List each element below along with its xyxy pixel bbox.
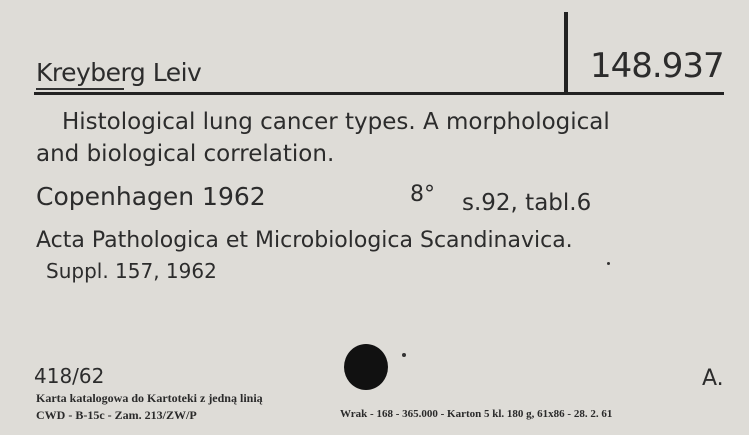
- footer-print-info-left: CWD - B-15c - Zam. 213/ZW/P: [36, 408, 197, 422]
- supplement: Suppl. 157, 1962: [46, 259, 217, 283]
- footer-print-info-right: Wrak - 168 - 365.000 - Karton 5 kl. 180 g, 61x86 - 28. 2. 61: [340, 408, 613, 420]
- corner-letter: A.: [702, 366, 724, 391]
- title-line-2: and biological correlation.: [36, 141, 335, 167]
- ink-dot: [607, 262, 610, 265]
- footer-line-1: Karta katalogowa do Kartoteki z jedną linią: [36, 391, 263, 405]
- punch-hole: [344, 344, 388, 390]
- accession-number: 418/62: [34, 364, 105, 388]
- ink-dot: [402, 353, 406, 357]
- title-line-1: Histological lung cancer types. A morphological: [62, 109, 610, 135]
- author-name: Kreyberg Leiv: [36, 58, 202, 87]
- vertical-rule: [564, 12, 568, 94]
- author-underline: [36, 88, 124, 90]
- call-number: 148.937: [590, 46, 724, 86]
- pages: s.92, tabl.6: [462, 190, 592, 216]
- format: 8°: [410, 182, 435, 207]
- horizontal-rule: [34, 92, 724, 95]
- place-year: Copenhagen 1962: [36, 182, 266, 211]
- series: Acta Pathologica et Microbiologica Scandinavica.: [36, 228, 573, 253]
